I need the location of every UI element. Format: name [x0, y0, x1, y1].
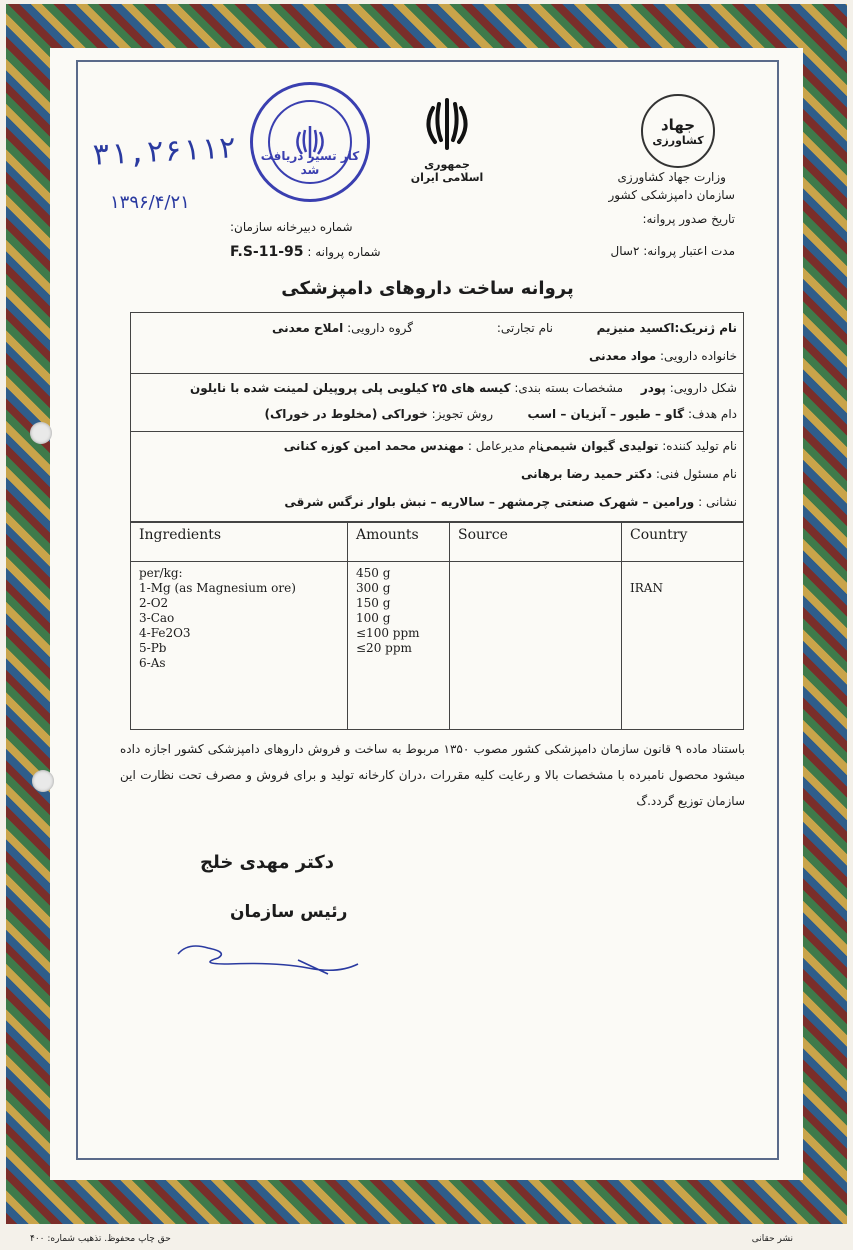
logo-line2: کشاورزی — [652, 133, 704, 147]
producer: تولیدی گیوان شیمی — [540, 439, 659, 453]
header-source: Source — [450, 523, 622, 562]
license-number-row — [230, 244, 381, 260]
route-label: روش تجویز: — [431, 407, 493, 421]
certificate-content — [80, 64, 775, 1156]
ceo-row — [284, 439, 543, 453]
ministry-name: وزارت جهاد کشاورزی — [617, 170, 726, 184]
amount-line: 100 g — [356, 611, 391, 625]
table-row — [131, 562, 744, 730]
packaging-label: مشخصات بسته بندی: — [514, 381, 623, 395]
technical-label: نام مسئول فنی: — [655, 467, 737, 481]
ingredient-line: 5-Pb — [139, 641, 167, 655]
ingredients-cell — [131, 562, 348, 730]
family-row — [589, 349, 737, 363]
signer-title: رئیس سازمان — [230, 902, 348, 922]
target-row — [528, 407, 737, 421]
route: خوراکی (مخلوط در خوراک) — [264, 407, 428, 421]
trade-name-label: نام تجارتی: — [496, 321, 553, 335]
header-amounts: Amounts — [348, 523, 450, 562]
producer-label: نام تولید کننده: — [662, 439, 737, 453]
amount-line: ≤20 ppm — [356, 641, 412, 655]
signature-mark — [168, 934, 368, 984]
generic-name: نام ژنریک:اکسید منیزیم — [596, 321, 737, 335]
table-header-row — [131, 523, 744, 562]
packaging-row — [190, 381, 623, 395]
address-row — [284, 495, 737, 509]
target-label: دام هدف: — [687, 407, 737, 421]
packaging: کیسه های ۲۵ کیلویی پلی پروپیلن لمینت شده با نایلون — [189, 381, 511, 395]
amount-line: 450 g — [356, 566, 391, 580]
punch-hole-top — [30, 422, 52, 444]
country-cell — [622, 562, 744, 730]
validity-label: مدت اعتبار پروانه: ۲سال — [610, 244, 735, 258]
amounts-cell — [348, 562, 450, 730]
target: گاو – طیور – آبزیان – اسب — [527, 407, 685, 421]
legal-paragraph: باستناد ماده ۹ قانون سازمان دامپزشکی کشور مصوب ۱۳۵۰ مربوط به ساخت و فروش داروهای دامپزشکی کشور اجازه داده میشود محصول نامبرده با مشخصات بالا و رعایت کلیه مقررات ،دران کارخانه تولید و برای فروش و مصرف تحت نظارت این سازمان توزیع گردد.گ — [120, 742, 746, 808]
handwritten-number: ۳۱,۲۶۱۱۲ — [91, 130, 238, 173]
family-label: خانواده دارویی: — [659, 349, 737, 363]
emblem-icon — [417, 94, 477, 154]
ingredients-table — [130, 522, 744, 730]
product-info-box — [130, 312, 744, 522]
ceo: مهندس محمد امین کوزه کنانی — [283, 439, 465, 453]
drug-group-label: گروه دارویی: — [347, 321, 413, 335]
ingredient-line: 1-Mg (as Magnesium ore) — [139, 581, 296, 595]
drug-group: املاح معدنی — [272, 321, 344, 335]
form-row — [641, 381, 737, 395]
signer-name: دکتر مهدی خلج — [200, 852, 334, 873]
source-cell — [450, 562, 622, 730]
ingredient-line: 3-Cao — [139, 611, 175, 625]
ingredient-line: 2-O2 — [139, 596, 169, 610]
emblem-label: جمهوری اسلامی ایران — [410, 158, 484, 184]
organization-block — [609, 168, 735, 204]
amount-line: 150 g — [356, 596, 391, 610]
family: مواد معدنی — [588, 349, 657, 363]
issue-date-label: تاریخ صدور پروانه: — [642, 212, 735, 226]
technical-row — [521, 467, 737, 481]
ingredient-line: 4-Fe2O3 — [139, 626, 191, 640]
address-label: نشانی : — [698, 495, 737, 509]
punch-hole-bottom — [32, 770, 54, 792]
technical: دکتر حمید رضا برهانی — [521, 467, 653, 481]
signature — [168, 934, 368, 988]
form: پودر — [640, 381, 666, 395]
amount-line: 300 g — [356, 581, 391, 595]
divider — [131, 373, 743, 374]
footer-copyright: حق چاپ محفوظ. تذهیب شماره: ۴۰۰ — [30, 1234, 171, 1244]
ministry-logo — [641, 94, 715, 168]
license-number: 95-11-F.S — [230, 244, 304, 260]
header-ingredients: Ingredients — [131, 523, 348, 562]
handwritten-date: ۱۳۹۶/۴/۲۱ — [110, 192, 190, 213]
address: ورامین – شهرک صنعتی چرمشهر – سالاریه – نبش بلوار نرگس شرقی — [284, 495, 695, 509]
ingredient-line: per/kg: — [139, 566, 183, 580]
producer-row — [540, 439, 737, 453]
secretariat-label: شماره دبیرخانه سازمان: — [230, 220, 353, 234]
header-country: Country — [622, 523, 744, 562]
logo-line1: جهاد — [660, 115, 696, 134]
form-label: شکل دارویی: — [669, 381, 737, 395]
divider — [131, 431, 743, 432]
drug-group-row — [272, 321, 413, 335]
organization-name: سازمان دامپزشکی کشور — [608, 188, 735, 202]
license-number-label: شماره پروانه : — [307, 245, 381, 259]
footer-publisher: نشر حقانی — [751, 1234, 793, 1244]
route-row — [265, 407, 494, 421]
country-value: IRAN — [630, 581, 663, 595]
ingredient-line: 6-As — [139, 656, 166, 670]
iran-emblem — [402, 94, 492, 184]
stamp-text: کار تسیر دریافت شد — [260, 149, 360, 177]
page-title: پروانه ساخت داروهای دامپزشکی — [281, 278, 574, 299]
organization-stamp — [250, 82, 370, 202]
amount-line: ≤100 ppm — [356, 626, 420, 640]
ceo-label: نام مدیرعامل : — [467, 439, 543, 453]
